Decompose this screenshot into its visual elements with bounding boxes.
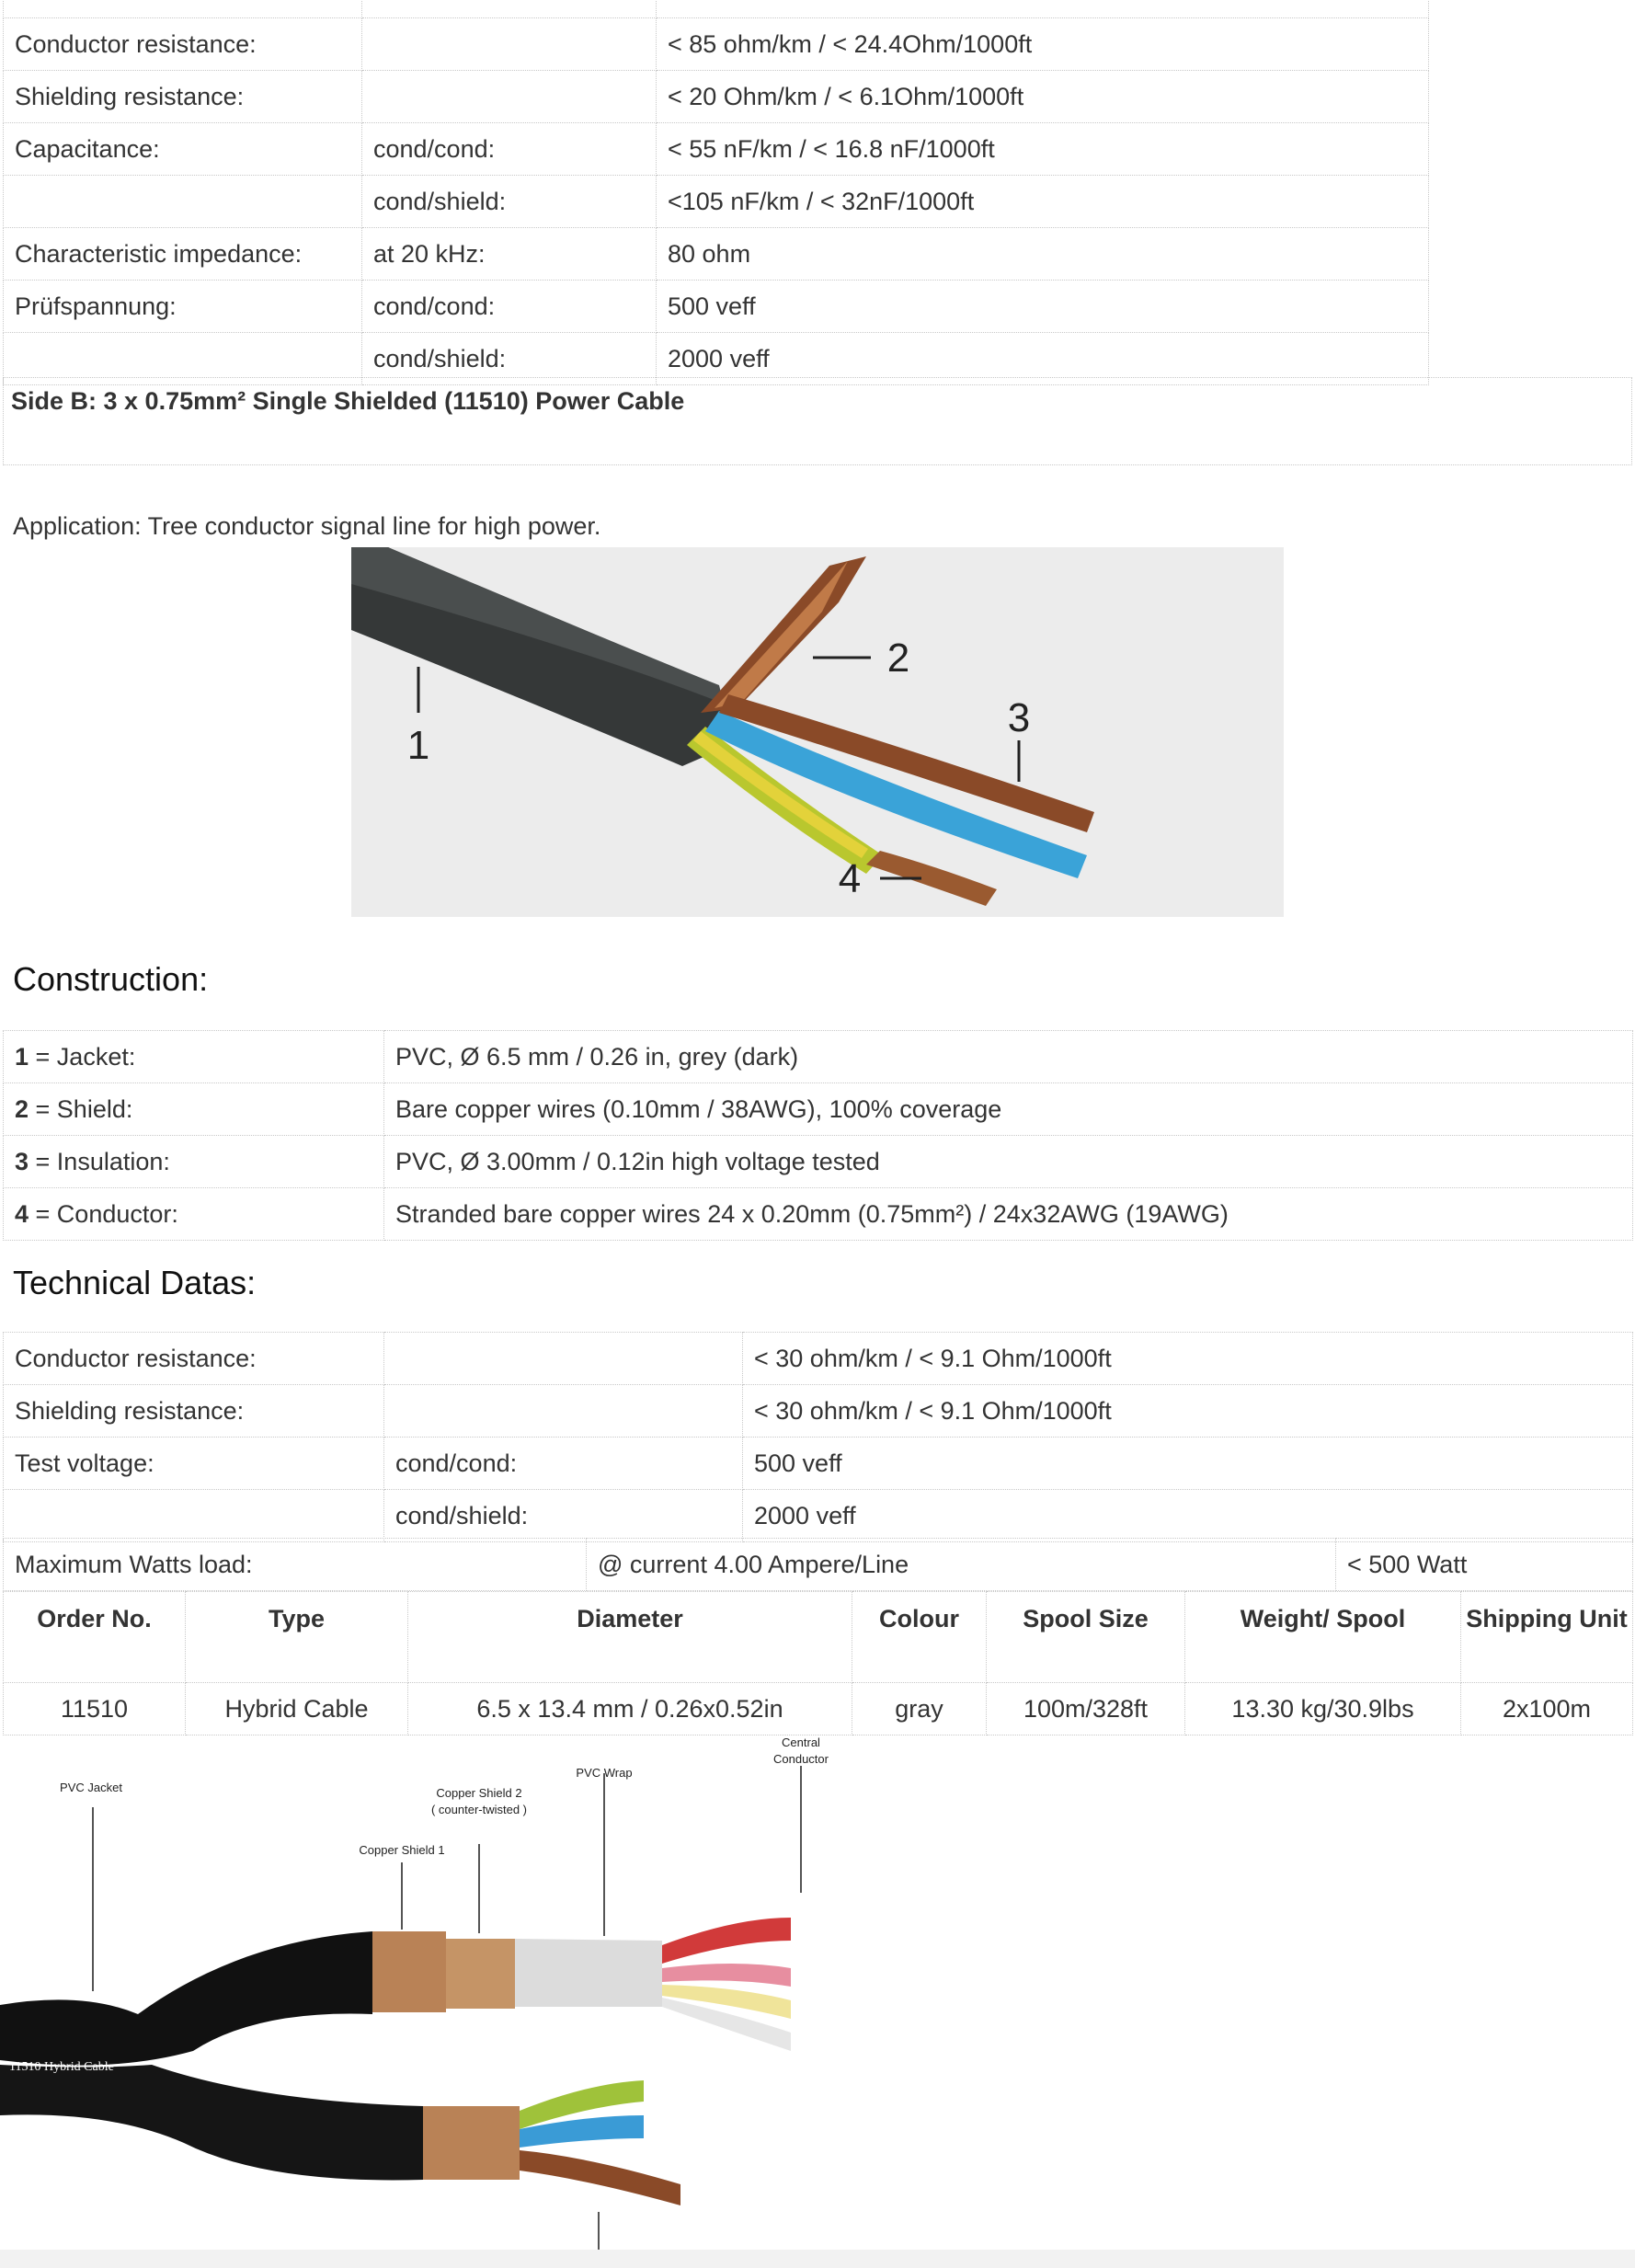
tech-value: 2000 veff	[743, 1490, 1633, 1542]
diagram-label-counter-twisted: ( counter-twisted )	[430, 1803, 528, 1816]
side-b-title: Side B: 3 x 0.75mm² Single Shielded (11510) Power Cable	[11, 387, 685, 415]
table-row	[4, 176, 1429, 228]
spec-label: Prüfspannung:	[4, 281, 362, 333]
order-cell: gray	[852, 1683, 987, 1735]
column-header: Colour	[852, 1592, 987, 1683]
spec-value: 80 ohm	[657, 228, 1429, 281]
construction-label-text: = Shield:	[29, 1094, 133, 1123]
table-row	[4, 1539, 1633, 1591]
photo-label: 2	[886, 636, 910, 681]
order-cell: 6.5 x 13.4 mm / 0.26x0.52in	[408, 1683, 852, 1735]
tech-label: Shielding resistance:	[4, 1385, 384, 1438]
order-table	[3, 1591, 1633, 1735]
table-row	[4, 281, 1429, 333]
diagram-label-pvc-wrap: PVC Wrap	[576, 1766, 633, 1780]
construction-title: Construction:	[13, 960, 209, 998]
tech-value: < 30 ohm/km / < 9.1 Ohm/1000ft	[743, 1333, 1633, 1385]
construction-num: 1	[15, 1042, 29, 1071]
watts-current: @ current 4.00 Ampere/Line	[587, 1539, 1336, 1591]
diagram-label-copper-shield-2: Copper Shield 2	[436, 1786, 522, 1800]
construction-num: 3	[15, 1147, 29, 1175]
table-row	[4, 1683, 1633, 1735]
spec-label: Conductor resistance:	[4, 18, 362, 71]
construction-label-text: = Insulation:	[29, 1147, 170, 1175]
construction-value: PVC, Ø 6.5 mm / 0.26 in, grey (dark)	[384, 1031, 1633, 1083]
construction-value: Bare copper wires (0.10mm / 38AWG), 100% coverage	[384, 1083, 1633, 1136]
table-row	[4, 1136, 1633, 1188]
construction-value: PVC, Ø 3.00mm / 0.12in high voltage tested	[384, 1136, 1633, 1188]
column-header: Shipping Unit	[1461, 1592, 1633, 1683]
tech-sub	[384, 1385, 743, 1438]
spec-sub: at 20 kHz:	[362, 228, 657, 281]
spec-value: 2000 veff	[657, 333, 1429, 385]
tech-label: Test voltage:	[4, 1438, 384, 1490]
construction-label-text: = Jacket:	[29, 1042, 136, 1071]
spec-sub: cond/cond:	[362, 123, 657, 176]
spec-label: Capacitance:	[4, 123, 362, 176]
spec-value: < 85 ohm/km / < 24.4Ohm/1000ft	[657, 18, 1429, 71]
application-text: Application: Tree conductor signal line for high power.	[13, 512, 601, 540]
table-row	[4, 0, 1429, 18]
diagram-label-conductor: Conductor	[773, 1752, 829, 1766]
technical-title: Technical Datas:	[13, 1264, 257, 1301]
column-header: Type	[186, 1592, 408, 1683]
order-cell: 13.30 kg/30.9lbs	[1185, 1683, 1461, 1735]
table-header-row	[4, 1592, 1633, 1683]
spec-sub: cond/shield:	[362, 176, 657, 228]
diagram-label-copper-shield-1: Copper Shield 1	[359, 1843, 445, 1857]
technical-table	[3, 1332, 1633, 1542]
spec-sub: cond/cond:	[362, 281, 657, 333]
column-header: Spool Size	[987, 1592, 1185, 1683]
photo-label: 4	[838, 856, 862, 901]
diagram-label-central: Central	[782, 1735, 820, 1749]
table-row	[4, 1031, 1633, 1083]
watts-label: Maximum Watts load:	[4, 1539, 587, 1591]
page-footer-strip	[0, 2250, 1635, 2268]
column-header: Diameter	[408, 1592, 852, 1683]
table-row	[4, 18, 1429, 71]
spec-label	[4, 176, 362, 228]
construction-label	[4, 1136, 384, 1188]
tech-value: < 30 ohm/km / < 9.1 Ohm/1000ft	[743, 1385, 1633, 1438]
watts-table	[3, 1538, 1633, 1591]
table-row	[4, 1385, 1633, 1438]
table-row	[4, 123, 1429, 176]
order-cell: Hybrid Cable	[186, 1683, 408, 1735]
spec-label: Shielding resistance:	[4, 71, 362, 123]
construction-label	[4, 1188, 384, 1241]
table-row	[4, 1188, 1633, 1241]
tech-label	[4, 1490, 384, 1542]
tech-sub	[384, 1333, 743, 1385]
photo-label: 3	[1007, 695, 1031, 740]
tech-value: 500 veff	[743, 1438, 1633, 1490]
construction-table	[3, 1030, 1633, 1241]
spec-sub	[362, 71, 657, 123]
construction-label	[4, 1031, 384, 1083]
column-header: Order No.	[4, 1592, 186, 1683]
construction-num: 2	[15, 1094, 29, 1123]
order-cell: 100m/328ft	[987, 1683, 1185, 1735]
order-cell: 2x100m	[1461, 1683, 1633, 1735]
spec-label: Characteristic impedance:	[4, 228, 362, 281]
construction-value: Stranded bare copper wires 24 x 0.20mm (0.75mm²) / 24x32AWG (19AWG)	[384, 1188, 1633, 1241]
table-row	[4, 228, 1429, 281]
tech-sub: cond/cond:	[384, 1438, 743, 1490]
table-row	[4, 71, 1429, 123]
table-row	[4, 1083, 1633, 1136]
cable-name-label: 11510 Hybrid Cable	[9, 2060, 114, 2074]
construction-label-text: = Conductor:	[29, 1199, 178, 1228]
spec-value: < 20 Ohm/km / < 6.1Ohm/1000ft	[657, 71, 1429, 123]
table-row	[4, 1333, 1633, 1385]
cable-photo	[351, 547, 1284, 917]
tech-label: Conductor resistance:	[4, 1333, 384, 1385]
spec-sub	[362, 18, 657, 71]
spec-value: < 55 nF/km / < 16.8 nF/1000ft	[657, 123, 1429, 176]
order-cell: 11510	[4, 1683, 186, 1735]
column-header: Weight/ Spool	[1185, 1592, 1461, 1683]
table-row	[4, 1490, 1633, 1542]
construction-num: 4	[15, 1199, 29, 1228]
hybrid-cable-diagram	[0, 1729, 920, 2268]
spec-value: 500 veff	[657, 281, 1429, 333]
watts-value: < 500 Watt	[1336, 1539, 1633, 1591]
spec-value: <105 nF/km / < 32nF/1000ft	[657, 176, 1429, 228]
construction-label	[4, 1083, 384, 1136]
diagram-label-pvc-jacket: PVC Jacket	[60, 1781, 122, 1794]
table-row	[4, 1438, 1633, 1490]
side-a-spec-table	[3, 0, 1429, 385]
photo-label: 1	[406, 723, 430, 768]
tech-sub: cond/shield:	[384, 1490, 743, 1542]
spec-sub: cond/shield:	[362, 333, 657, 385]
